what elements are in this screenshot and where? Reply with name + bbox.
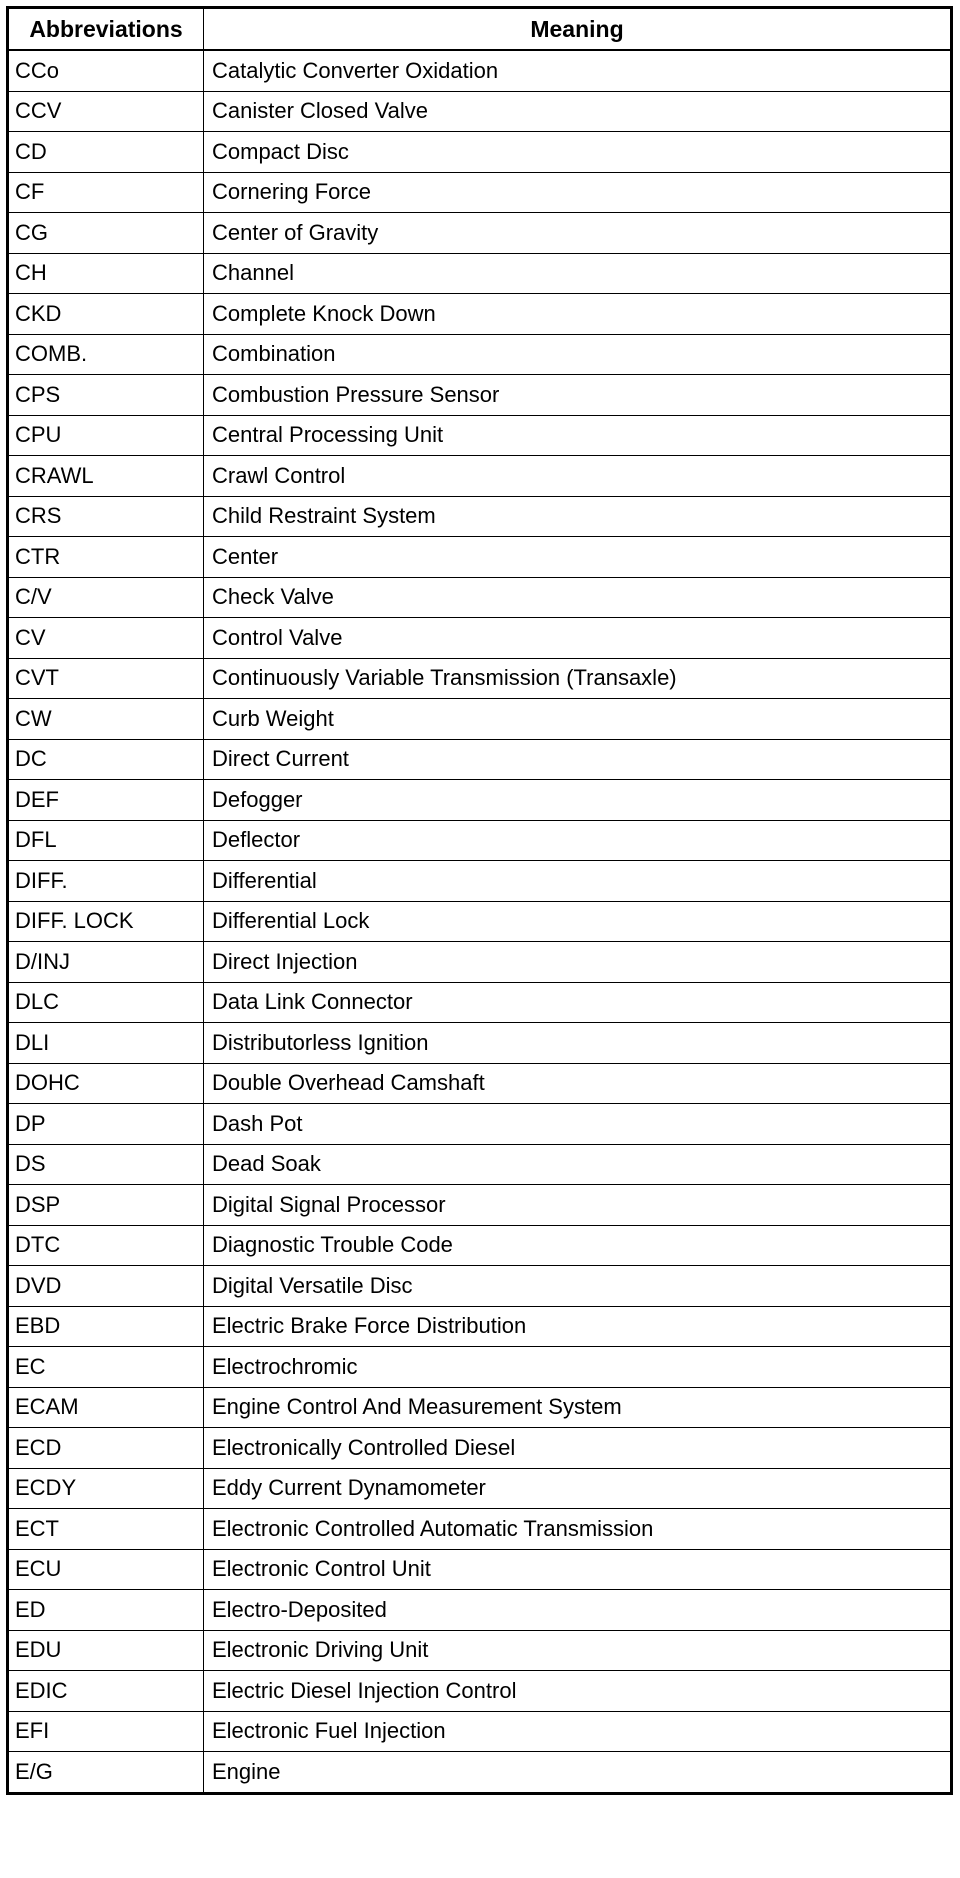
- meaning-cell: Center of Gravity: [204, 213, 952, 254]
- abbreviations-table: [6, 6, 953, 1795]
- meaning-cell: Double Overhead Camshaft: [204, 1063, 952, 1104]
- table-row: [8, 1509, 952, 1550]
- table-row: [8, 1671, 952, 1712]
- abbreviation-cell: CD: [8, 132, 204, 173]
- meaning-cell: Complete Knock Down: [204, 294, 952, 335]
- meaning-cell: Cornering Force: [204, 172, 952, 213]
- abbreviation-cell: ED: [8, 1590, 204, 1631]
- meaning-cell: Central Processing Unit: [204, 415, 952, 456]
- meaning-cell: Crawl Control: [204, 456, 952, 497]
- abbreviation-cell: C/V: [8, 577, 204, 618]
- abbreviation-cell: CH: [8, 253, 204, 294]
- meaning-column-header: Meaning: [204, 8, 952, 51]
- abbreviation-cell: E/G: [8, 1752, 204, 1794]
- abbreviation-cell: DLC: [8, 982, 204, 1023]
- header-row: [8, 8, 952, 51]
- table-row: [8, 780, 952, 821]
- table-row: [8, 658, 952, 699]
- table-row: [8, 1752, 952, 1794]
- table-row: [8, 618, 952, 659]
- meaning-cell: Defogger: [204, 780, 952, 821]
- meaning-cell: Direct Injection: [204, 942, 952, 983]
- meaning-cell: Combustion Pressure Sensor: [204, 375, 952, 416]
- table-row: [8, 699, 952, 740]
- meaning-cell: Electronic Fuel Injection: [204, 1711, 952, 1752]
- table-row: [8, 861, 952, 902]
- table-row: [8, 50, 952, 91]
- meaning-cell: Data Link Connector: [204, 982, 952, 1023]
- abbreviation-cell: EDU: [8, 1630, 204, 1671]
- meaning-cell: Canister Closed Valve: [204, 91, 952, 132]
- abbreviation-cell: ECDY: [8, 1468, 204, 1509]
- table-row: [8, 294, 952, 335]
- meaning-cell: Electro-Deposited: [204, 1590, 952, 1631]
- table-row: [8, 1063, 952, 1104]
- meaning-cell: Catalytic Converter Oxidation: [204, 50, 952, 91]
- meaning-cell: Direct Current: [204, 739, 952, 780]
- meaning-cell: Combination: [204, 334, 952, 375]
- abbreviation-cell: DEF: [8, 780, 204, 821]
- table-row: [8, 1549, 952, 1590]
- abbreviation-cell: ECT: [8, 1509, 204, 1550]
- meaning-cell: Diagnostic Trouble Code: [204, 1225, 952, 1266]
- abbreviations-column-header: Abbreviations: [8, 8, 204, 51]
- abbreviation-cell: DVD: [8, 1266, 204, 1307]
- abbreviation-cell: DIFF.: [8, 861, 204, 902]
- table-row: [8, 1023, 952, 1064]
- meaning-cell: Electronic Controlled Automatic Transmission: [204, 1509, 952, 1550]
- table-row: [8, 132, 952, 173]
- abbreviation-cell: CCo: [8, 50, 204, 91]
- abbreviation-cell: CPU: [8, 415, 204, 456]
- table-row: [8, 1630, 952, 1671]
- meaning-cell: Electric Diesel Injection Control: [204, 1671, 952, 1712]
- abbreviation-cell: CKD: [8, 294, 204, 335]
- table-row: [8, 1104, 952, 1145]
- table-row: [8, 172, 952, 213]
- table-row: [8, 456, 952, 497]
- abbreviation-cell: EC: [8, 1347, 204, 1388]
- abbreviation-cell: DC: [8, 739, 204, 780]
- meaning-cell: Deflector: [204, 820, 952, 861]
- table-row: [8, 334, 952, 375]
- table-row: [8, 577, 952, 618]
- table-row: [8, 1225, 952, 1266]
- abbreviation-cell: CCV: [8, 91, 204, 132]
- table-row: [8, 213, 952, 254]
- abbreviation-cell: ECD: [8, 1428, 204, 1469]
- table-row: [8, 1428, 952, 1469]
- meaning-cell: Engine: [204, 1752, 952, 1794]
- abbreviation-cell: DLI: [8, 1023, 204, 1064]
- abbreviation-cell: DP: [8, 1104, 204, 1145]
- meaning-cell: Distributorless Ignition: [204, 1023, 952, 1064]
- abbreviation-cell: CV: [8, 618, 204, 659]
- table-row: [8, 496, 952, 537]
- abbreviation-cell: DSP: [8, 1185, 204, 1226]
- abbreviation-cell: EDIC: [8, 1671, 204, 1712]
- table-row: [8, 1711, 952, 1752]
- meaning-cell: Dead Soak: [204, 1144, 952, 1185]
- table-row: [8, 739, 952, 780]
- meaning-cell: Electrochromic: [204, 1347, 952, 1388]
- meaning-cell: Check Valve: [204, 577, 952, 618]
- meaning-cell: Electronically Controlled Diesel: [204, 1428, 952, 1469]
- meaning-cell: Continuously Variable Transmission (Transaxle): [204, 658, 952, 699]
- meaning-cell: Differential Lock: [204, 901, 952, 942]
- abbreviation-cell: CG: [8, 213, 204, 254]
- meaning-cell: Eddy Current Dynamometer: [204, 1468, 952, 1509]
- abbreviation-cell: D/INJ: [8, 942, 204, 983]
- table-row: [8, 942, 952, 983]
- abbreviation-cell: DFL: [8, 820, 204, 861]
- abbreviation-cell: CRS: [8, 496, 204, 537]
- abbreviation-cell: CW: [8, 699, 204, 740]
- table-row: [8, 1185, 952, 1226]
- table-row: [8, 1387, 952, 1428]
- meaning-cell: Differential: [204, 861, 952, 902]
- abbreviation-cell: CVT: [8, 658, 204, 699]
- abbreviation-cell: CTR: [8, 537, 204, 578]
- table-header: [8, 8, 952, 51]
- abbreviation-cell: EFI: [8, 1711, 204, 1752]
- meaning-cell: Compact Disc: [204, 132, 952, 173]
- abbreviation-cell: DTC: [8, 1225, 204, 1266]
- meaning-cell: Digital Versatile Disc: [204, 1266, 952, 1307]
- abbreviation-cell: ECAM: [8, 1387, 204, 1428]
- abbreviation-cell: DOHC: [8, 1063, 204, 1104]
- meaning-cell: Engine Control And Measurement System: [204, 1387, 952, 1428]
- table-row: [8, 1590, 952, 1631]
- meaning-cell: Control Valve: [204, 618, 952, 659]
- meaning-cell: Center: [204, 537, 952, 578]
- abbreviation-cell: CRAWL: [8, 456, 204, 497]
- meaning-cell: Digital Signal Processor: [204, 1185, 952, 1226]
- table-row: [8, 1306, 952, 1347]
- abbreviation-cell: EBD: [8, 1306, 204, 1347]
- abbreviation-cell: CF: [8, 172, 204, 213]
- table-row: [8, 982, 952, 1023]
- table-row: [8, 415, 952, 456]
- table-row: [8, 820, 952, 861]
- meaning-cell: Electric Brake Force Distribution: [204, 1306, 952, 1347]
- table-row: [8, 375, 952, 416]
- abbreviation-cell: DS: [8, 1144, 204, 1185]
- meaning-cell: Electronic Control Unit: [204, 1549, 952, 1590]
- abbreviation-cell: COMB.: [8, 334, 204, 375]
- table-row: [8, 1468, 952, 1509]
- table-row: [8, 1144, 952, 1185]
- table-row: [8, 253, 952, 294]
- abbreviation-cell: DIFF. LOCK: [8, 901, 204, 942]
- meaning-cell: Electronic Driving Unit: [204, 1630, 952, 1671]
- meaning-cell: Child Restraint System: [204, 496, 952, 537]
- table-row: [8, 901, 952, 942]
- table-row: [8, 537, 952, 578]
- table-row: [8, 1347, 952, 1388]
- meaning-cell: Channel: [204, 253, 952, 294]
- abbreviation-cell: ECU: [8, 1549, 204, 1590]
- meaning-cell: Dash Pot: [204, 1104, 952, 1145]
- table-body: [8, 50, 952, 1793]
- table-row: [8, 91, 952, 132]
- abbreviation-cell: CPS: [8, 375, 204, 416]
- meaning-cell: Curb Weight: [204, 699, 952, 740]
- table-row: [8, 1266, 952, 1307]
